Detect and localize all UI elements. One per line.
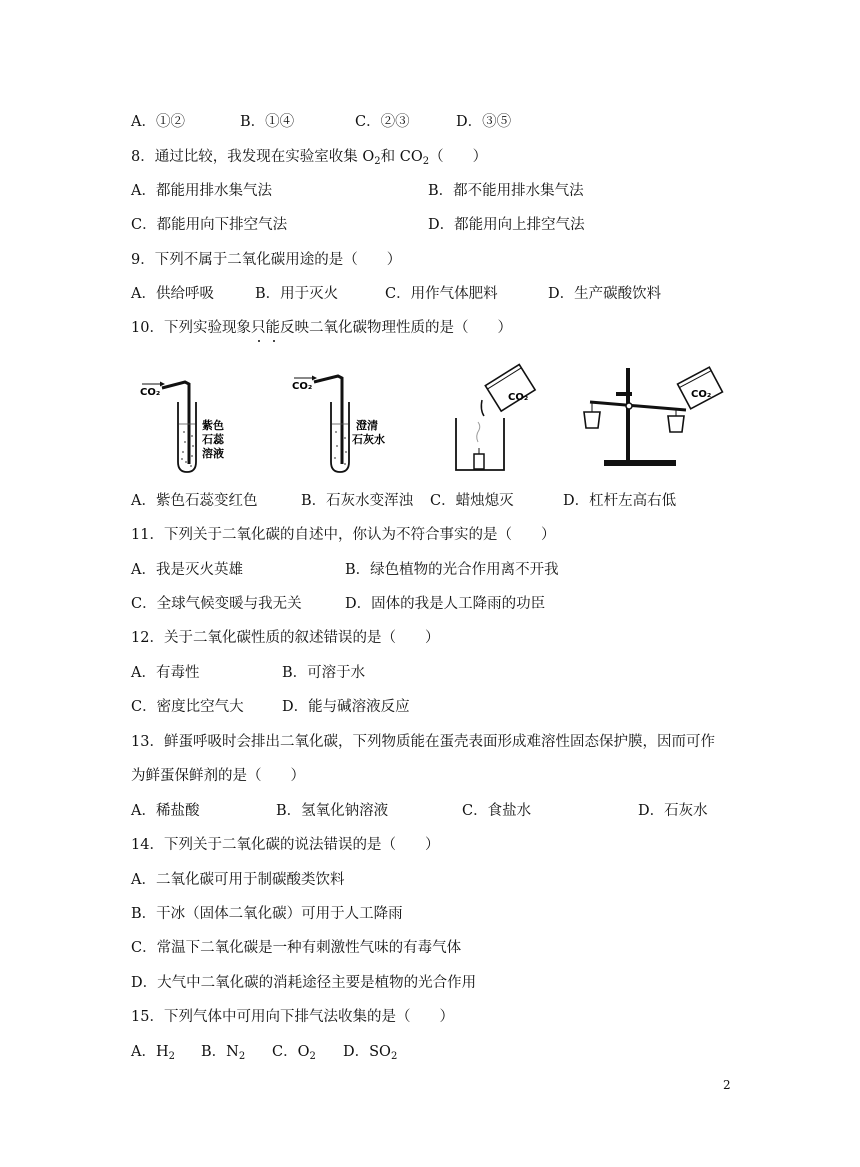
q11-option-a: A．我是灭火英雄 (131, 562, 243, 578)
q7-option-a: A．①② (131, 114, 185, 130)
figure-b-label-1: 澄清 (356, 419, 378, 432)
q15-stem: 15．下列气体中可用向下排气法收集的是（ ） (131, 1009, 454, 1025)
q7-option-c: C．②③ (355, 114, 410, 130)
q10-stem: 10．下列实验现象只能反映二氧化碳物理性质的是（ ） (131, 320, 512, 336)
q8-stem: 8．通过比较，我发现在实验室收集 $O_2$和 $CO_2$（ ） (131, 149, 488, 167)
q9-option-d: D．生产碳酸饮料 (548, 286, 662, 302)
q15-option-c: C．$O_2$ (272, 1044, 316, 1062)
emphasis-dot (258, 340, 260, 342)
figure-b-limewater (290, 366, 400, 476)
q8-option-a: A．都能用排水集气法 (131, 183, 272, 199)
figure-a-label-2: 石蕊 (202, 433, 224, 446)
q7-option-d: D．③⑤ (456, 114, 512, 130)
q13-option-a: A．稀盐酸 (131, 803, 200, 819)
figure-a-label-1: 紫色 (202, 419, 224, 432)
q14-stem: 14．下列关于二氧化碳的说法错误的是（ ） (131, 837, 440, 853)
q9-option-a: A．供给呼吸 (131, 286, 214, 302)
q8-option-b: B．都不能用排水集气法 (428, 183, 584, 199)
q8-option-c: C．都能用向下排空气法 (131, 217, 288, 233)
page-number: 2 (723, 1078, 731, 1092)
q12-option-d: D．能与碱溶液反应 (282, 699, 410, 715)
q14-option-b: B．干冰（固体二氧化碳）可用于人工降雨 (131, 906, 403, 922)
figure-b-label-2: 石灰水 (352, 433, 385, 446)
q10-option-d: D．杠杆左高右低 (563, 493, 677, 509)
figure-a-gas-label: CO₂ (140, 387, 161, 398)
q13-stem-line2: 为鲜蛋保鲜剂的是（ ） (131, 768, 305, 784)
q15-option-d: D．$SO_2$ (343, 1044, 398, 1062)
figure-b-gas-label: CO₂ (292, 381, 313, 392)
figure-d-lever (578, 366, 728, 476)
q13-option-c: C．食盐水 (462, 803, 532, 819)
q11-option-b: B．绿色植物的光合作用离不开我 (345, 562, 559, 578)
q7-option-b: B．①④ (240, 114, 295, 130)
q12-stem: 12．关于二氧化碳性质的叙述错误的是（ ） (131, 630, 440, 646)
q15-option-b: B．$N_2$ (201, 1044, 246, 1062)
q12-option-b: B．可溶于水 (282, 665, 366, 681)
figure-c-candle (446, 366, 546, 476)
emphasis-dot (273, 340, 275, 342)
q15-option-a: A．$H_2$ (131, 1044, 175, 1062)
figure-a-litmus (138, 366, 248, 476)
figure-a-label-3: 溶液 (202, 447, 224, 460)
q14-option-d: D．大气中二氧化碳的消耗途径主要是植物的光合作用 (131, 975, 477, 991)
q8-option-d: D．都能用向上排空气法 (428, 217, 585, 233)
q12-option-c: C．密度比空气大 (131, 699, 244, 715)
q10-option-c: C．蜡烛熄灭 (430, 493, 514, 509)
q11-option-c: C．全球气候变暖与我无关 (131, 596, 302, 612)
q9-option-c: C．用作气体肥料 (385, 286, 498, 302)
q13-option-d: D．石灰水 (638, 803, 708, 819)
q12-option-a: A．有毒性 (131, 665, 200, 681)
q14-option-c: C．常温下二氧化碳是一种有刺激性气味的有毒气体 (131, 940, 462, 956)
q13-option-b: B．氢氧化钠溶液 (276, 803, 389, 819)
q11-stem: 11．下列关于二氧化碳的自述中，你认为不符合事实的是（ ） (131, 527, 556, 543)
q9-stem: 9．下列不属于二氧化碳用途的是（ ） (131, 252, 402, 268)
q14-option-a: A．二氧化碳可用于制碳酸类饮料 (131, 872, 345, 888)
q9-option-b: B．用于灭火 (255, 286, 339, 302)
q10-option-b: B．石灰水变浑浊 (301, 493, 414, 509)
q13-stem-line1: 13．鲜蛋呼吸时会排出二氧化碳，下列物质能在蛋壳表面形成难溶性固态保护膜，因而可作 (131, 734, 715, 750)
q11-option-d: D．固体的我是人工降雨的功臣 (345, 596, 546, 612)
figure-c-gas-label: CO₂ (508, 392, 529, 403)
figure-d-gas-label: CO₂ (691, 389, 712, 400)
q10-option-a: A．紫色石蕊变红色 (131, 493, 258, 509)
